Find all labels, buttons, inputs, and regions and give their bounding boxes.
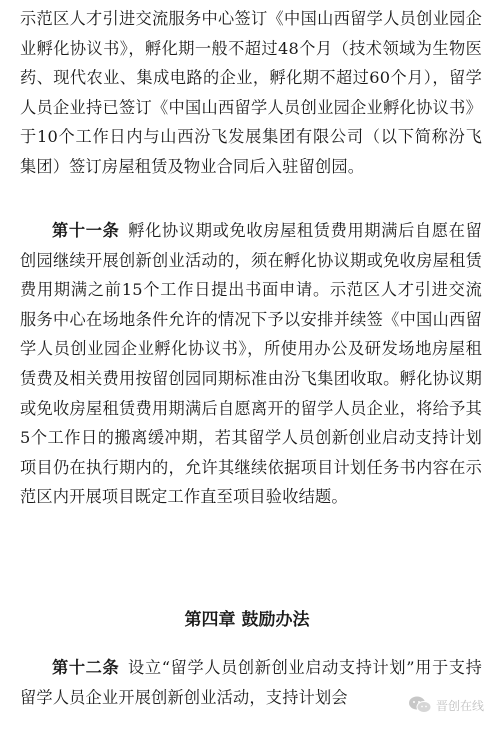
article-11-label: 第十一条 — [52, 221, 120, 240]
article-11-paragraph — [20, 216, 482, 512]
wechat-icon — [408, 695, 432, 715]
article-12-text: 设立“留学人员创新创业启动支持计划”用于支持留学人员企业开展创新创业活动，支持计划会 — [20, 658, 482, 707]
watermark — [408, 695, 484, 715]
watermark-text: 晋创在线 — [435, 698, 484, 713]
article-12-label: 第十二条 — [52, 658, 120, 677]
paragraph-intro: 示范区人才引进交流服务中心签订《中国山西留学人员创业园企业孵化协议书》，孵化期一般不超过48个月（技术领域为生物医药、现代农业、集成电路的企业，孵化期不超过60个月），留学人员企业持已签订《中国山西留学人员创业园企业孵化协议书》于10个工作日内与山西汾飞发展集团有限公司（以下简称汾飞集团）签订房屋租赁及物业合同后入驻留创园。 — [20, 9, 482, 176]
chapter-heading: 第四章 鼓励办法 — [184, 610, 310, 630]
article-11-text: 孵化协议期或免收房屋租赁费用期满后自愿在留创园继续开展创新创业活动的，须在孵化协议期或免收房屋租赁费用期满之前15个工作日提出书面申请。示范区人才引进交流服务中心在场地条件允许的情况下予以安排并续签《中国山西留学人员创业园企业孵化协议书》，所使用办公及研发场地房屋租赁费及相关费用按留创园同期标准由汾飞集团收取。孵化协议期或免收房屋租赁费用期满后自愿离开的留学人员企业，将给予其5个工作日的搬离缓冲期，若其留学人员创新创业启动支持计划项目仍在执行期内的，允许其继续依据项目计划任务书内容在示范区内开展项目既定工作直至项目验收结题。 — [20, 221, 482, 507]
